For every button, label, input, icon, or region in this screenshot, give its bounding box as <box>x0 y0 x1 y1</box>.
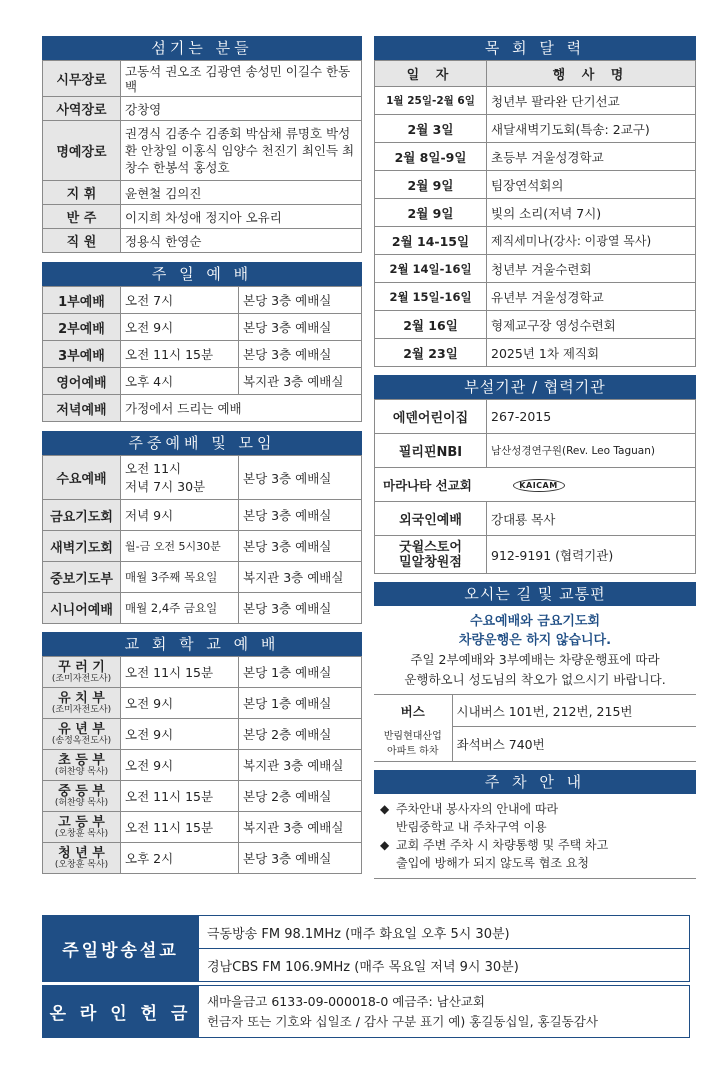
parking-line: 반림중학교 내 주차구역 이용 <box>396 819 547 834</box>
serve-role: 반 주 <box>43 205 121 229</box>
service-name: 2부예배 <box>43 314 121 341</box>
dept-title: 꾸 러 기 <box>58 659 105 675</box>
serve-names: 권경식 김종수 김종회 박삼채 류명호 박성환 안창일 이홍식 임양수 천진기 최인득 최창수 한봉석 홍성호 <box>121 121 362 181</box>
dept-place: 복지관 3층 예배실 <box>239 750 362 781</box>
right-column <box>374 36 696 879</box>
service-name: 1부예배 <box>43 287 121 314</box>
bus-table <box>374 694 696 762</box>
event-date: 2월 9일 <box>375 171 487 199</box>
serve-role: 지 휘 <box>43 181 121 205</box>
event-date: 2월 14-15일 <box>375 227 487 255</box>
service-name: 시니어예배 <box>43 593 121 624</box>
partners-header: 부설기관 / 협력기관 <box>374 375 696 399</box>
dept-time: 오후 2시 <box>121 843 239 874</box>
event-name: 팀장연석회의 <box>487 171 696 199</box>
dept-leader: (허찬양 목사) <box>54 766 109 777</box>
bus-stop-line1: 반림현대산업 <box>383 730 442 742</box>
dept-name <box>43 812 121 843</box>
partner-logo-cell <box>487 468 696 502</box>
dept-time: 오전 9시 <box>121 750 239 781</box>
left-column <box>42 36 362 874</box>
dept-leader: (조미자전도사) <box>51 704 112 715</box>
partner-name-line1: 굿윌스토어 <box>399 539 462 555</box>
dept-title: 유 치 부 <box>58 690 105 706</box>
diamond-bullet-icon: ◆ <box>380 801 390 816</box>
event-name: 유년부 겨울성경학교 <box>487 283 696 311</box>
calendar-col-date: 일 자 <box>375 61 487 87</box>
dept-title: 고 등 부 <box>58 814 105 830</box>
partner-name <box>375 536 487 574</box>
dept-title: 초 등 부 <box>58 752 105 768</box>
event-date: 2월 8일-9일 <box>375 143 487 171</box>
event-name: 2025년 1차 제직회 <box>487 339 696 367</box>
parking-line: 출입에 방해가 되지 않도록 협조 요청 <box>396 855 589 870</box>
dept-leader: (송정옥전도사) <box>51 735 112 746</box>
service-name: 수요예배 <box>43 456 121 500</box>
parking-item <box>380 800 690 836</box>
event-name: 제직세미나(강사: 이광열 목사) <box>487 227 696 255</box>
serve-role: 직 원 <box>43 229 121 253</box>
service-name: 새벽기도회 <box>43 531 121 562</box>
sunday-table <box>42 286 362 422</box>
dept-time: 오전 9시 <box>121 719 239 750</box>
serve-names: 윤현철 김의진 <box>121 181 362 205</box>
partner-name: 외국인예배 <box>375 502 487 536</box>
event-date: 2월 15일-16일 <box>375 283 487 311</box>
bus-label-text: 버스 <box>400 703 425 719</box>
event-date: 2월 23일 <box>375 339 487 367</box>
calendar-table <box>374 60 696 367</box>
partners-table <box>374 399 696 574</box>
service-time: 오후 4시 <box>121 368 239 395</box>
serve-role: 시무장로 <box>43 61 121 97</box>
seat-bus: 좌석버스 740번 <box>452 727 696 762</box>
event-name: 새달새벽기도회(특송: 2교구) <box>487 115 696 143</box>
dept-place: 본당 3층 예배실 <box>239 843 362 874</box>
service-time: 가정에서 드리는 예배 <box>121 395 362 422</box>
broadcast-label: 주일방송설교 <box>43 916 199 982</box>
service-time: 저녁 9시 <box>121 500 239 531</box>
service-place: 본당 3층 예배실 <box>239 314 362 341</box>
event-name: 초등부 겨울성경학교 <box>487 143 696 171</box>
notice-text1: 주일 2부예배와 3부예배는 차량운행표에 따라 <box>410 652 660 667</box>
dept-place: 복지관 3층 예배실 <box>239 812 362 843</box>
weekday-table <box>42 455 362 624</box>
service-name: 3부예배 <box>43 341 121 368</box>
serve-names: 이지희 차성애 정지아 오유리 <box>121 205 362 229</box>
service-time-evening: 저녁 7시 30분 <box>125 478 206 494</box>
dept-title: 유 년 부 <box>58 721 105 737</box>
partner-name-line2: 밀알창원점 <box>399 554 462 570</box>
notice-line2: 차량운행은 하지 않습니다. <box>458 633 612 648</box>
notice-line1: 수요예배와 금요기도회 <box>469 614 601 629</box>
kaicam-logo: KAICAM <box>513 479 565 492</box>
dept-name <box>43 688 121 719</box>
service-time: 오전 11시 15분 <box>121 341 239 368</box>
diamond-bullet-icon: ◆ <box>380 837 390 852</box>
event-date: 2월 16일 <box>375 311 487 339</box>
partner-name: 필리핀NBI <box>375 434 487 468</box>
service-name: 중보기도부 <box>43 562 121 593</box>
event-name: 청년부 겨울수련회 <box>487 255 696 283</box>
dept-place: 본당 2층 예배실 <box>239 781 362 812</box>
offering-account: 새마을금고 6133-09-000018-0 예금주: 남산교회 <box>207 993 485 1009</box>
broadcast-line2: 경남CBS FM 106.9MHz (매주 목요일 저녁 9시 30분) <box>199 949 690 982</box>
service-name: 저녁예배 <box>43 395 121 422</box>
partner-info: 남산성경연구원(Rev. Leo Taguan) <box>487 434 696 468</box>
event-date: 1월 25일-2월 6일 <box>375 87 487 115</box>
partner-info: 267-2015 <box>487 400 696 434</box>
broadcast-table <box>42 915 690 982</box>
parking-line: 주차안내 봉사자의 안내에 따라 <box>396 801 559 816</box>
partner-info: 912-9191 (협력기관) <box>487 536 696 574</box>
serve-names: 고동석 권오조 김광연 송성민 이길수 한동백 <box>121 61 362 97</box>
bus-stop-line2: 아파트 하차 <box>387 745 439 757</box>
service-place: 복지관 3층 예배실 <box>239 368 362 395</box>
service-name: 영어예배 <box>43 368 121 395</box>
dept-name <box>43 657 121 688</box>
service-time: 오전 7시 <box>121 287 239 314</box>
event-date: 2월 3일 <box>375 115 487 143</box>
service-place: 복지관 3층 예배실 <box>239 562 362 593</box>
serve-role: 명예장로 <box>43 121 121 181</box>
dept-title: 중 등 부 <box>58 783 105 799</box>
parking-line: 교회 주변 주차 시 차량통행 및 주택 차고 <box>396 837 609 852</box>
service-place: 본당 3층 예배실 <box>239 531 362 562</box>
dept-name <box>43 750 121 781</box>
sunday-header: 주 일 예 배 <box>42 262 362 286</box>
dept-leader: (허찬양 목사) <box>54 797 109 808</box>
broadcast-line1: 극동방송 FM 98.1MHz (매주 화요일 오후 5시 30분) <box>199 916 690 949</box>
serve-header: 섬기는 분들 <box>42 36 362 60</box>
offering-guide: 헌금자 또는 기호와 십일조 / 감사 구분 표기 예) 홍길동십일, 홍길동감사 <box>207 1013 598 1029</box>
dept-time: 오전 11시 15분 <box>121 781 239 812</box>
partner-info: 강대룡 목사 <box>487 502 696 536</box>
offering-info <box>199 986 690 1038</box>
dept-place: 본당 2층 예배실 <box>239 719 362 750</box>
service-time-morning: 오전 11시 <box>125 460 182 476</box>
dept-time: 오전 11시 15분 <box>121 812 239 843</box>
service-time: 오전 9시 <box>121 314 239 341</box>
dept-time: 오전 9시 <box>121 688 239 719</box>
serve-table <box>42 60 362 253</box>
parking-list <box>374 794 696 879</box>
bus-label <box>374 695 452 727</box>
service-time: 매월 2,4주 금요일 <box>121 593 239 624</box>
partner-name: 에덴어린이집 <box>375 400 487 434</box>
dept-leader: (조미자전도사) <box>51 673 112 684</box>
dept-title: 청 년 부 <box>58 845 105 861</box>
dept-name <box>43 843 121 874</box>
service-name: 금요기도회 <box>43 500 121 531</box>
service-time: 월-금 오전 5시30분 <box>121 531 239 562</box>
parking-item <box>380 836 690 872</box>
dept-leader: (오창훈 목사) <box>54 859 109 870</box>
dept-place: 본당 1층 예배실 <box>239 688 362 719</box>
service-time <box>121 456 239 500</box>
dept-place: 본당 1층 예배실 <box>239 657 362 688</box>
event-date: 2월 14일-16일 <box>375 255 487 283</box>
city-bus: 시내버스 101번, 212번, 215번 <box>452 695 696 727</box>
weekday-header: 주중예배 및 모임 <box>42 431 362 455</box>
service-place: 본당 3층 예배실 <box>239 593 362 624</box>
bus-stop <box>374 727 452 762</box>
service-place: 본당 3층 예배실 <box>239 287 362 314</box>
serve-role: 사역장로 <box>43 97 121 121</box>
serve-names: 정용식 한영순 <box>121 229 362 253</box>
dept-name <box>43 781 121 812</box>
offering-table <box>42 985 690 1038</box>
service-place: 본당 3층 예배실 <box>239 341 362 368</box>
school-table <box>42 656 362 874</box>
event-name: 형제교구장 영성수련회 <box>487 311 696 339</box>
dept-time: 오전 11시 15분 <box>121 657 239 688</box>
directions-header: 오시는 길 및 교통편 <box>374 582 696 606</box>
partner-name: 마라나타 선교회 <box>375 468 487 502</box>
directions-notice <box>374 606 696 694</box>
event-date: 2월 9일 <box>375 199 487 227</box>
calendar-header: 목 회 달 력 <box>374 36 696 60</box>
event-name: 청년부 팔라완 단기선교 <box>487 87 696 115</box>
service-time: 매월 3주째 목요일 <box>121 562 239 593</box>
school-header: 교 회 학 교 예 배 <box>42 632 362 656</box>
parking-header: 주 차 안 내 <box>374 770 696 794</box>
service-place: 본당 3층 예배실 <box>239 456 362 500</box>
serve-names: 강창영 <box>121 97 362 121</box>
dept-leader: (오창훈 목사) <box>54 828 109 839</box>
offering-label: 온 라 인 헌 금 <box>43 986 199 1038</box>
notice-text2: 운행하오니 성도님의 착오가 없으시기 바랍니다. <box>404 672 666 687</box>
calendar-col-event: 행 사 명 <box>487 61 696 87</box>
event-name: 빛의 소리(저녁 7시) <box>487 199 696 227</box>
dept-name <box>43 719 121 750</box>
service-place: 본당 3층 예배실 <box>239 500 362 531</box>
